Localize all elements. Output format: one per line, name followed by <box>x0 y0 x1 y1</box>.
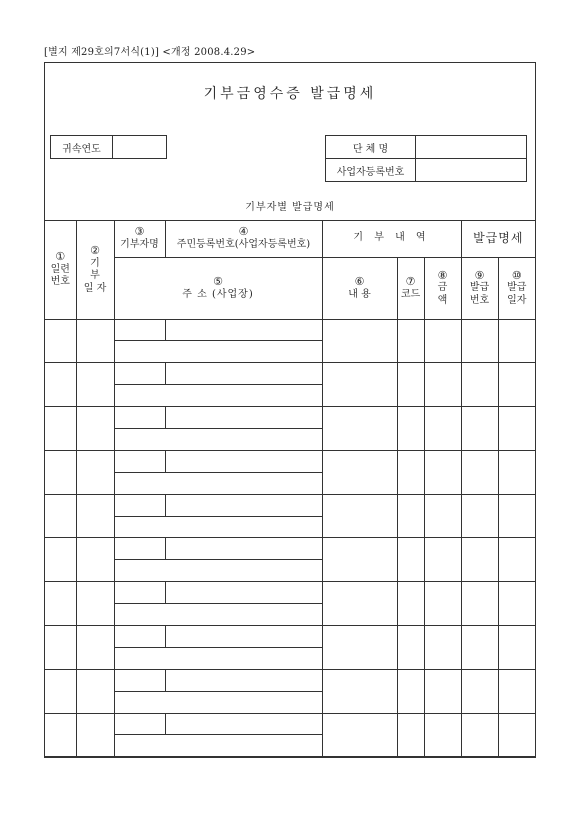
content-cell[interactable] <box>322 450 397 494</box>
org-name-label: 단 체 명 <box>325 135 416 159</box>
address-cell[interactable] <box>114 341 322 363</box>
donor-name-cell[interactable] <box>114 713 165 735</box>
donor-name-cell[interactable] <box>114 625 165 647</box>
biz-no-label: 사업자등록번호 <box>325 158 416 182</box>
resident-number-cell[interactable] <box>165 363 322 385</box>
donation-date-cell[interactable] <box>76 363 114 407</box>
resident-number-cell[interactable] <box>165 407 322 429</box>
issue-date-cell[interactable] <box>498 494 535 538</box>
content-cell[interactable] <box>322 625 397 669</box>
code-cell[interactable] <box>397 713 424 757</box>
table-row <box>45 494 535 516</box>
form-reference: [별지 제29호의7서식(1)] <개정 2008.4.29> <box>44 47 256 58</box>
address-cell[interactable] <box>114 472 322 494</box>
donor-name-cell[interactable] <box>114 450 165 472</box>
donor-name-cell[interactable] <box>114 669 165 691</box>
issue-number-cell[interactable] <box>461 538 498 582</box>
header-amount: ⑧ 금 액 <box>424 257 461 319</box>
issue-number-cell[interactable] <box>461 669 498 713</box>
donation-date-cell[interactable] <box>76 319 114 363</box>
code-cell[interactable] <box>397 319 424 363</box>
address-cell[interactable] <box>114 735 322 757</box>
issue-number-cell[interactable] <box>461 582 498 626</box>
code-cell[interactable] <box>397 669 424 713</box>
table-row <box>45 319 535 341</box>
amount-cell[interactable] <box>424 713 461 757</box>
table-row <box>45 538 535 560</box>
issue-number-cell[interactable] <box>461 713 498 757</box>
code-cell[interactable] <box>397 538 424 582</box>
issue-number-cell[interactable] <box>461 407 498 451</box>
issue-date-cell[interactable] <box>498 669 535 713</box>
table-row <box>45 407 535 429</box>
issue-date-cell[interactable] <box>498 363 535 407</box>
header-issue-details: 발급명세 <box>461 220 535 257</box>
code-cell[interactable] <box>397 407 424 451</box>
issue-date-cell[interactable] <box>498 319 535 363</box>
resident-number-cell[interactable] <box>165 669 322 691</box>
table-row <box>45 669 535 691</box>
content-cell[interactable] <box>322 538 397 582</box>
issue-number-cell[interactable] <box>461 363 498 407</box>
code-cell[interactable] <box>397 363 424 407</box>
resident-number-cell[interactable] <box>165 450 322 472</box>
donation-list-table <box>45 197 535 757</box>
form-title: 기부금영수증 발급명세 <box>203 86 377 102</box>
header-code: ⑦ 코드 <box>397 257 424 319</box>
donor-name-cell[interactable] <box>114 319 165 341</box>
content-cell[interactable] <box>322 582 397 626</box>
year-label: 귀속연도 <box>50 135 113 159</box>
header-serial: ① 일련 번호 <box>45 220 76 319</box>
code-cell[interactable] <box>397 625 424 669</box>
donor-name-cell[interactable] <box>114 582 165 604</box>
address-cell[interactable] <box>114 647 322 669</box>
donation-date-cell[interactable] <box>76 713 114 757</box>
content-cell[interactable] <box>322 363 397 407</box>
donor-name-cell[interactable] <box>114 407 165 429</box>
code-cell[interactable] <box>397 494 424 538</box>
address-cell[interactable] <box>114 516 322 538</box>
amount-cell[interactable] <box>424 363 461 407</box>
serial-cell[interactable] <box>45 538 76 582</box>
amount-cell[interactable] <box>424 494 461 538</box>
amount-cell[interactable] <box>424 319 461 363</box>
serial-cell[interactable] <box>45 582 76 626</box>
serial-cell[interactable] <box>45 450 76 494</box>
form-frame <box>44 62 536 758</box>
address-cell[interactable] <box>114 560 322 582</box>
header-resident-number: ④ 주민등록번호(사업자등록번호) <box>165 220 322 257</box>
address-cell[interactable] <box>114 428 322 450</box>
donation-date-cell[interactable] <box>76 538 114 582</box>
donor-name-cell[interactable] <box>114 363 165 385</box>
biz-no-field[interactable] <box>415 158 527 182</box>
address-cell[interactable] <box>114 691 322 713</box>
amount-cell[interactable] <box>424 450 461 494</box>
issue-number-cell[interactable] <box>461 450 498 494</box>
serial-cell[interactable] <box>45 407 76 451</box>
amount-cell[interactable] <box>424 625 461 669</box>
resident-number-cell[interactable] <box>165 319 322 341</box>
resident-number-cell[interactable] <box>165 582 322 604</box>
amount-cell[interactable] <box>424 582 461 626</box>
serial-cell[interactable] <box>45 363 76 407</box>
serial-cell[interactable] <box>45 319 76 363</box>
serial-cell[interactable] <box>45 713 76 757</box>
donor-name-cell[interactable] <box>114 494 165 516</box>
header-issue-date: ⑩ 발급 일자 <box>498 257 535 319</box>
content-cell[interactable] <box>322 713 397 757</box>
donor-name-cell[interactable] <box>114 538 165 560</box>
issue-date-cell[interactable] <box>498 713 535 757</box>
serial-cell[interactable] <box>45 625 76 669</box>
amount-cell[interactable] <box>424 669 461 713</box>
serial-cell[interactable] <box>45 669 76 713</box>
resident-number-cell[interactable] <box>165 625 322 647</box>
header-address: ⑤ 주 소 (사업장) <box>114 257 322 319</box>
resident-number-cell[interactable] <box>165 538 322 560</box>
issue-date-cell[interactable] <box>498 538 535 582</box>
resident-number-cell[interactable] <box>165 494 322 516</box>
org-name-field[interactable] <box>415 135 527 159</box>
issue-date-cell[interactable] <box>498 407 535 451</box>
issue-date-cell[interactable] <box>498 450 535 494</box>
amount-cell[interactable] <box>424 407 461 451</box>
content-cell[interactable] <box>322 494 397 538</box>
issue-date-cell[interactable] <box>498 625 535 669</box>
section-title: 기부자별 발급명세 <box>45 197 535 220</box>
donation-date-cell[interactable] <box>76 582 114 626</box>
issue-number-cell[interactable] <box>461 625 498 669</box>
header-issue-number: ⑨ 발급 번호 <box>461 257 498 319</box>
table-row <box>45 625 535 647</box>
content-cell[interactable] <box>322 407 397 451</box>
resident-number-cell[interactable] <box>165 713 322 735</box>
header-donor-name: ③ 기부자명 <box>114 220 165 257</box>
donation-date-cell[interactable] <box>76 669 114 713</box>
table-row <box>45 450 535 472</box>
issue-number-cell[interactable] <box>461 494 498 538</box>
header-donation-details: 기 부 내 역 <box>322 220 461 257</box>
donation-date-cell[interactable] <box>76 494 114 538</box>
code-cell[interactable] <box>397 582 424 626</box>
year-field[interactable] <box>112 135 167 159</box>
issue-number-cell[interactable] <box>461 319 498 363</box>
address-cell[interactable] <box>114 604 322 626</box>
code-cell[interactable] <box>397 450 424 494</box>
donation-date-cell[interactable] <box>76 450 114 494</box>
header-donation-date: ② 기 부 일 자 <box>76 220 114 319</box>
content-cell[interactable] <box>322 319 397 363</box>
table-row <box>45 713 535 735</box>
table-row <box>45 582 535 604</box>
serial-cell[interactable] <box>45 494 76 538</box>
header-content: ⑥ 내 용 <box>322 257 397 319</box>
amount-cell[interactable] <box>424 538 461 582</box>
donation-date-cell[interactable] <box>76 407 114 451</box>
donation-date-cell[interactable] <box>76 625 114 669</box>
address-cell[interactable] <box>114 385 322 407</box>
table-row <box>45 363 535 385</box>
content-cell[interactable] <box>322 669 397 713</box>
issue-date-cell[interactable] <box>498 582 535 626</box>
